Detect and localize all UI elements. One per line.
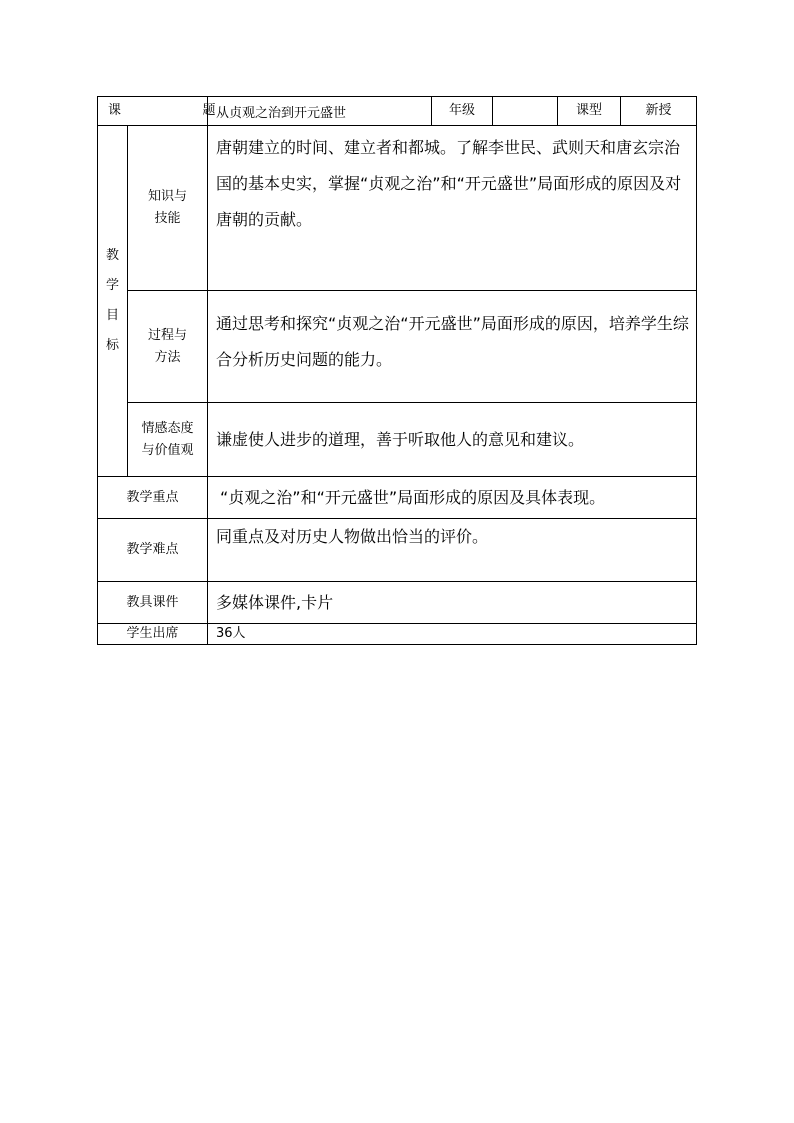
header-row — [98, 97, 697, 126]
knowledge-skills-content: 唐朝建立的时间、建立者和都城。了解李世民、武则天和唐玄宗治国的基本史实，掌握“贞观之治”和“开元盛世”局面形成的原因及对唐朝的贡献。 — [208, 126, 697, 291]
goal-row-process — [98, 291, 697, 403]
emotion-values-content: 谦虚使人进步的道理，善于听取他人的意见和建议。 — [208, 403, 697, 477]
goal-row-values — [98, 403, 697, 477]
process-method-label: 过程与 方法 — [128, 291, 208, 403]
goal-label-char: 教 — [105, 248, 119, 263]
attendance-content: 36人 — [208, 624, 697, 645]
goal-label-char: 标 — [105, 338, 119, 353]
goal-label-char: 目 — [105, 308, 119, 323]
key-points-label: 教学重点 — [98, 477, 208, 519]
tools-row — [98, 582, 697, 624]
knowledge-skills-label: 知识与 技能 — [128, 126, 208, 291]
subject-value: 从贞观之治到开元盛世 — [208, 97, 432, 126]
attendance-row — [98, 624, 697, 645]
tools-content: 多媒体课件,卡片 — [208, 582, 697, 624]
lesson-plan-table — [97, 96, 697, 645]
subject-label: 课 题 — [98, 97, 208, 126]
tools-label: 教具课件 — [98, 582, 208, 624]
goal-label-char: 学 — [105, 278, 119, 293]
attendance-label: 学生出席 — [98, 624, 208, 645]
difficulties-label: 教学难点 — [98, 519, 208, 582]
emotion-values-label: 情感态度 与价值观 — [128, 403, 208, 477]
key-points-content: “贞观之治”和“开元盛世”局面形成的原因及具体表现。 — [208, 477, 697, 519]
difficulties-row — [98, 519, 697, 582]
difficulties-content: 同重点及对历史人物做出恰当的评价。 — [208, 519, 697, 582]
grade-label: 年级 — [432, 97, 493, 126]
key-points-row — [98, 477, 697, 519]
teaching-goals-label — [98, 126, 128, 477]
grade-value — [493, 97, 558, 126]
type-label: 课型 — [558, 97, 621, 126]
type-value: 新授 — [621, 97, 697, 126]
process-method-content: 通过思考和探究“贞观之治“开元盛世”局面形成的原因，培养学生综合分析历史问题的能力。 — [208, 291, 697, 403]
goal-row-knowledge — [98, 126, 697, 291]
